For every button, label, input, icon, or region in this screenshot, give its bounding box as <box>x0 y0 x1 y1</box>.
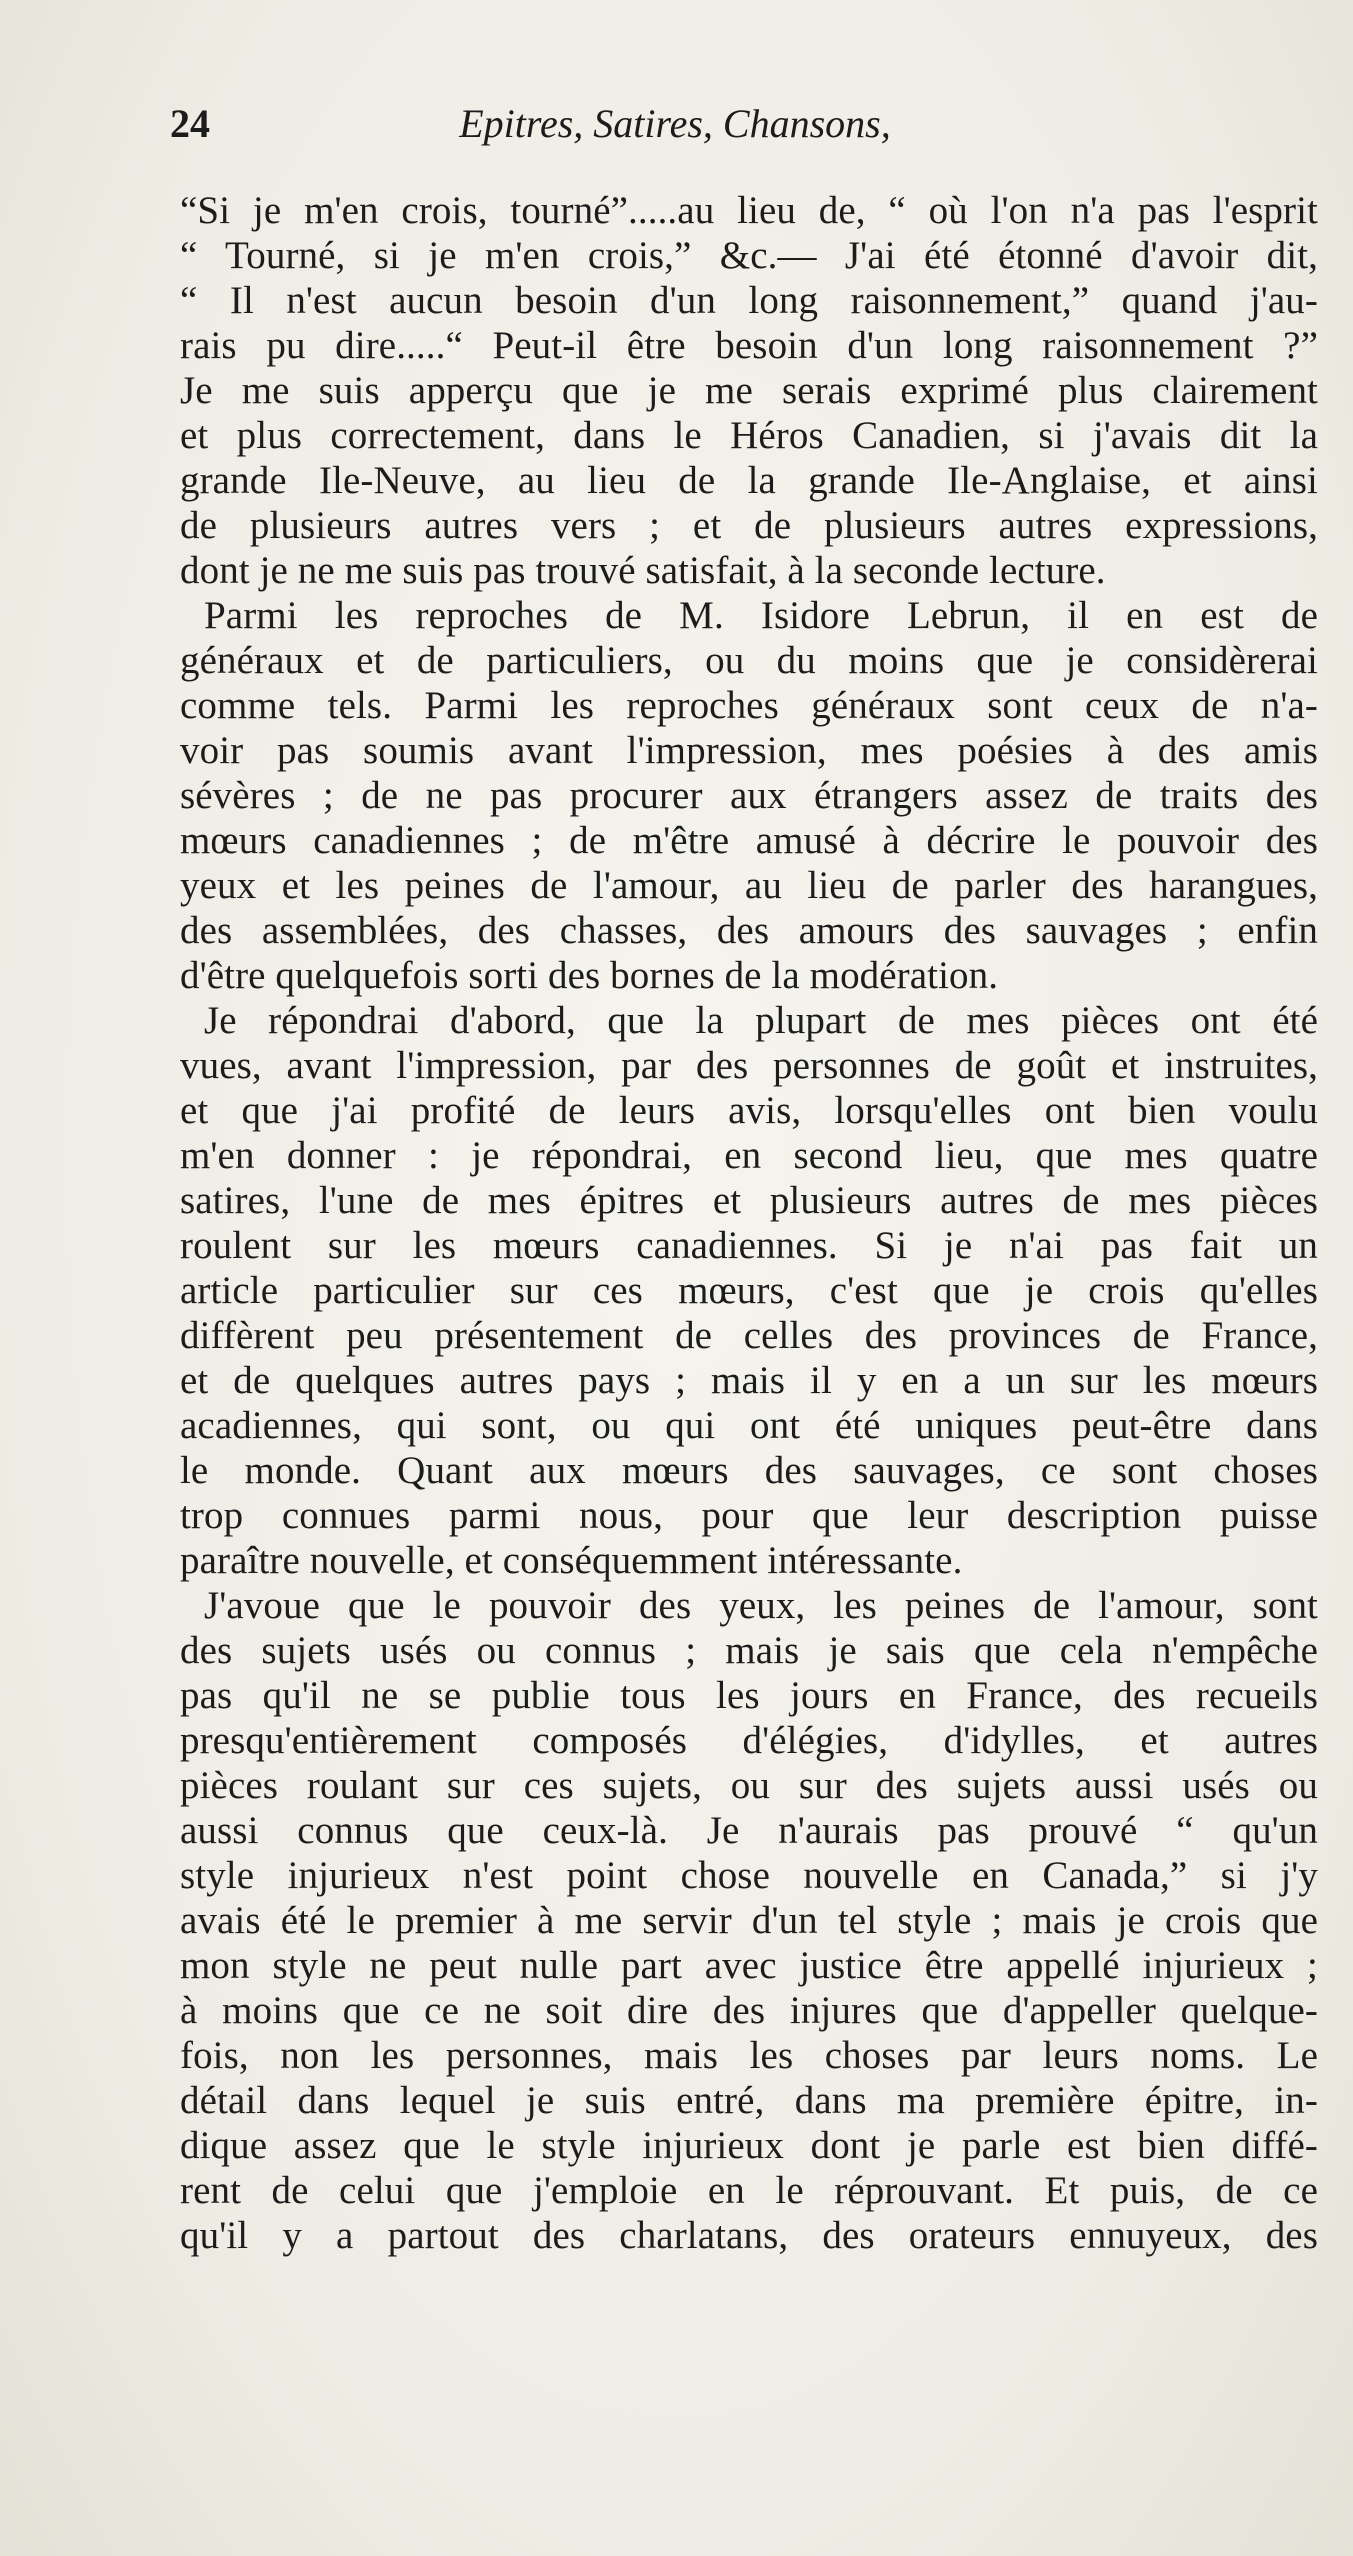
text-line: diffèrent peu présentement de celles des provinces de France, <box>180 1314 1318 1357</box>
text-line: aussi connus que ceux-là. Je n'aurais pas prouvé “ qu'un <box>180 1809 1318 1852</box>
text-line: acadiennes, qui sont, ou qui ont été uniques peut-être dans <box>180 1404 1318 1447</box>
text-line: m'en donner : je répondrai, en second lieu, que mes quatre <box>180 1134 1318 1177</box>
page-header <box>170 100 1180 160</box>
text-line: mon style ne peut nulle part avec justice être appellé injurieux ; <box>180 1944 1318 1987</box>
running-title: Epitres, Satires, Chansons, <box>459 101 891 146</box>
text-line: presqu'entièrement composés d'élégies, d'idylles, et autres <box>180 1719 1318 1762</box>
text-line: dont je ne me suis pas trouvé satisfait, à la seconde lecture. <box>180 549 1106 592</box>
page-number: 24 <box>170 101 210 146</box>
text-line: grande Ile-Neuve, au lieu de la grande Ile-Anglaise, et ainsi <box>180 459 1318 502</box>
text-line: qu'il y a partout des charlatans, des orateurs ennuyeux, des <box>180 2214 1318 2257</box>
text-line: paraître nouvelle, et conséquemment intéressante. <box>180 1539 963 1582</box>
text-line: le monde. Quant aux mœurs des sauvages, ce sont choses <box>180 1449 1318 1492</box>
text-line: et de quelques autres pays ; mais il y en a un sur les mœurs <box>180 1359 1318 1402</box>
text-line: sévères ; de ne pas procurer aux étrangers assez de traits des <box>180 774 1318 817</box>
text-line: satires, l'une de mes épitres et plusieurs autres de mes pièces <box>180 1179 1318 1222</box>
text-line: J'avoue que le pouvoir des yeux, les peines de l'amour, sont <box>204 1584 1318 1627</box>
text-line: généraux et de particuliers, ou du moins que je considèrerai <box>180 639 1318 682</box>
text-line: pièces roulant sur ces sujets, ou sur des sujets aussi usés ou <box>180 1764 1318 1807</box>
text-line: de plusieurs autres vers ; et de plusieurs autres expressions, <box>180 504 1318 547</box>
text-line: mœurs canadiennes ; de m'être amusé à décrire le pouvoir des <box>180 819 1318 862</box>
text-line: comme tels. Parmi les reproches généraux sont ceux de n'a- <box>180 684 1318 727</box>
text-line: Parmi les reproches de M. Isidore Lebrun, il en est de <box>204 594 1318 637</box>
text-line: d'être quelquefois sorti des bornes de la modération. <box>180 954 999 997</box>
text-line: avais été le premier à me servir d'un tel style ; mais je crois que <box>180 1899 1318 1942</box>
text-line: style injurieux n'est point chose nouvelle en Canada,” si j'y <box>180 1854 1318 1897</box>
text-line: yeux et les peines de l'amour, au lieu de parler des harangues, <box>180 864 1318 907</box>
text-line: trop connues parmi nous, pour que leur description puisse <box>180 1494 1318 1537</box>
text-line: des assemblées, des chasses, des amours des sauvages ; enfin <box>180 909 1318 952</box>
text-line: détail dans lequel je suis entré, dans ma première épitre, in- <box>180 2079 1318 2122</box>
text-line: et que j'ai profité de leurs avis, lorsqu'elles ont bien voulu <box>180 1089 1318 1132</box>
text-line: à moins que ce ne soit dire des injures que d'appeller quelque- <box>180 1989 1318 2032</box>
text-line: des sujets usés ou connus ; mais je sais que cela n'empêche <box>180 1629 1318 1672</box>
text-line: et plus correctement, dans le Héros Canadien, si j'avais dit la <box>180 414 1318 457</box>
text-line: dique assez que le style injurieux dont je parle est bien diffé- <box>180 2124 1318 2167</box>
text-line: “ Il n'est aucun besoin d'un long raisonnement,” quand j'au- <box>180 279 1318 322</box>
text-line: fois, non les personnes, mais les choses par leurs noms. Le <box>180 2034 1318 2077</box>
text-line: “ Tourné, si je m'en crois,” &c.— J'ai été étonné d'avoir dit, <box>180 234 1318 277</box>
text-line: roulent sur les mœurs canadiennes. Si je n'ai pas fait un <box>180 1224 1318 1267</box>
text-line: “Si je m'en crois, tourné”.....au lieu de, “ où l'on n'a pas l'esprit <box>180 189 1318 232</box>
text-line: voir pas soumis avant l'impression, mes poésies à des amis <box>180 729 1318 772</box>
text-line: rais pu dire.....“ Peut-il être besoin d'un long raisonnement ?” <box>180 324 1318 367</box>
text-line: article particulier sur ces mœurs, c'est que je crois qu'elles <box>180 1269 1318 1312</box>
text-line: vues, avant l'impression, par des personnes de goût et instruites, <box>180 1044 1318 1087</box>
text-line: rent de celui que j'emploie en le réprouvant. Et puis, de ce <box>180 2169 1318 2212</box>
text-line: Je me suis apperçu que je me serais exprimé plus clairement <box>180 369 1318 412</box>
body-text <box>180 188 1318 2258</box>
text-line: Je répondrai d'abord, que la plupart de mes pièces ont été <box>204 999 1318 1042</box>
text-line: pas qu'il ne se publie tous les jours en France, des recueils <box>180 1674 1318 1717</box>
